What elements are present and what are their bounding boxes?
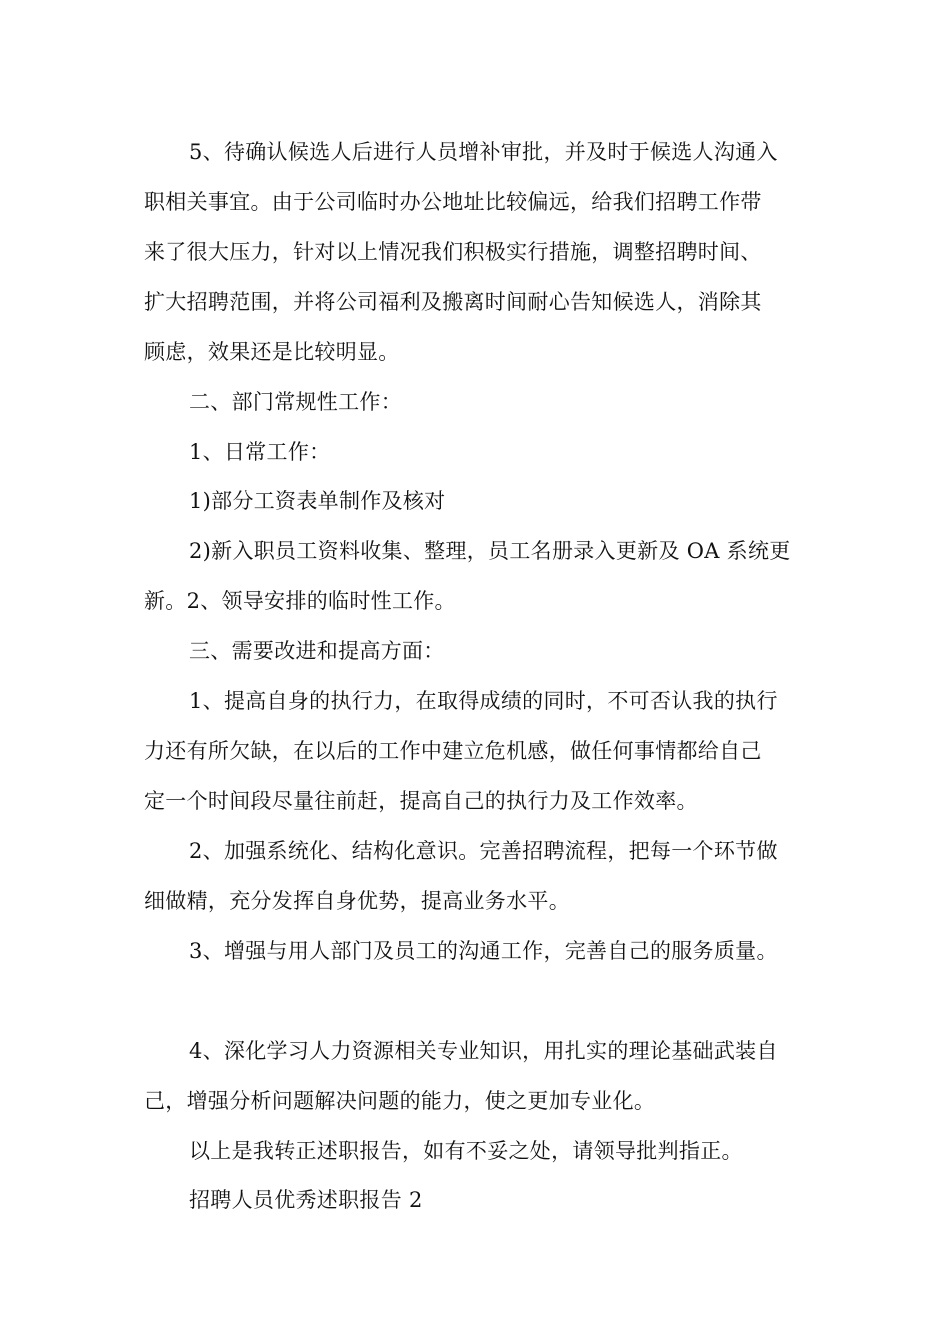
report-title: 招聘人员优秀述职报告 2 xyxy=(189,1188,423,1212)
paragraph-line: 5、待确认候选人后进行人员增补审批，并及时于候选人沟通入 xyxy=(189,140,778,164)
paragraph-line: 2、加强系统化、结构化意识。完善招聘流程，把每一个环节做 xyxy=(189,839,778,863)
list-item: 2)新入职员工资料收集、整理，员工名册录入更新及 OA 系统更 xyxy=(189,539,791,563)
paragraph-line: 顾虑，效果还是比较明显。 xyxy=(144,340,400,364)
paragraph-line: 来了很大压力，针对以上情况我们积极实行措施，调整招聘时间、 xyxy=(144,240,762,264)
list-item: 1)部分工资表单制作及核对 xyxy=(189,489,446,513)
paragraph-line: 3、增强与用人部门及员工的沟通工作，完善自己的服务质量。 xyxy=(189,939,778,963)
section-heading: 二、部门常规性工作： xyxy=(189,390,402,414)
paragraph-line: 职相关事宜。由于公司临时办公地址比较偏远，给我们招聘工作带 xyxy=(144,190,762,214)
paragraph-line: 扩大招聘范围，并将公司福利及搬离时间耐心告知候选人，消除其 xyxy=(144,290,762,314)
paragraph-line: 己，增强分析问题解决问题的能力，使之更加专业化。 xyxy=(144,1089,656,1113)
paragraph-line: 1、提高自身的执行力，在取得成绩的同时，不可否认我的执行 xyxy=(189,689,778,713)
paragraph-line: 细做精，充分发挥自身优势，提高业务水平。 xyxy=(144,889,570,913)
subsection-heading: 1、日常工作： xyxy=(189,440,331,464)
paragraph-line: 新。2、领导安排的临时性工作。 xyxy=(144,589,456,613)
section-heading: 三、需要改进和提高方面： xyxy=(189,639,445,663)
paragraph-line: 力还有所欠缺，在以后的工作中建立危机感，做任何事情都给自己 xyxy=(144,739,762,763)
paragraph-line: 定一个时间段尽量往前赶，提高自己的执行力及工作效率。 xyxy=(144,789,698,813)
paragraph-line: 4、深化学习人力资源相关专业知识，用扎实的理论基础武装自 xyxy=(189,1039,778,1063)
paragraph-line: 以上是我转正述职报告，如有不妥之处，请领导批判指正。 xyxy=(189,1139,743,1163)
